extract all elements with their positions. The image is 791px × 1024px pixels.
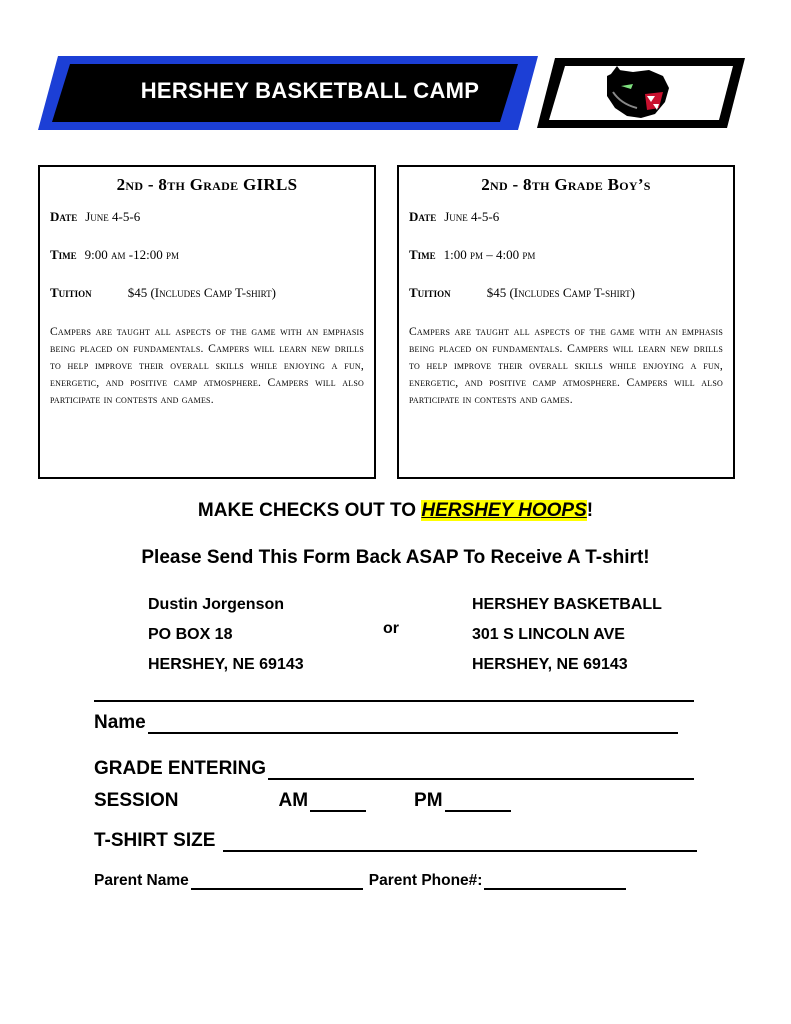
form-divider xyxy=(94,700,694,702)
shirt-size-label: T-SHIRT SIZE xyxy=(94,830,216,851)
girls-date: June 4-5-6 xyxy=(85,209,141,224)
girls-date-label: Date xyxy=(50,209,78,224)
boys-date-label: Date xyxy=(409,209,437,224)
girls-date-row xyxy=(50,209,364,225)
girls-tuition-label: Tuition xyxy=(50,285,92,300)
boys-heading: 2nd - 8th Grade Boy’s xyxy=(481,175,651,194)
name-label: Name xyxy=(94,712,146,733)
pm-label: PM xyxy=(414,790,443,811)
boys-time-row xyxy=(409,247,723,263)
boys-tuition-row xyxy=(409,285,723,301)
name-blank[interactable] xyxy=(148,714,678,734)
boys-time-label: Time xyxy=(409,247,436,262)
pm-option[interactable] xyxy=(414,790,511,812)
session-field xyxy=(94,790,511,812)
boys-date: June 4-5-6 xyxy=(444,209,500,224)
parent-name-label: Parent Name xyxy=(94,872,189,889)
address-left xyxy=(148,590,304,680)
address-right-line3: HERSHEY, NE 69143 xyxy=(472,656,628,673)
address-left-line3: HERSHEY, NE 69143 xyxy=(148,656,304,673)
name-field[interactable] xyxy=(94,712,678,734)
address-right-line2: 301 S LINCOLN AVE xyxy=(472,626,625,643)
boys-session-box xyxy=(397,165,735,479)
girls-tuition: $45 (Includes Camp T-shirt) xyxy=(127,285,276,300)
girls-heading: 2nd - 8th Grade GIRLS xyxy=(116,175,298,194)
parent-phone-option xyxy=(369,872,627,890)
girls-time: 9:00 am -12:00 pm xyxy=(84,247,179,262)
or-label: or xyxy=(383,620,399,637)
logo-box xyxy=(537,58,745,128)
girls-description: Campers are taught all aspects of the game with an emphasis being placed on fundamentals. Campers will learn new drills to help improve their overall skills while enjoying a fun, energetic, and positive camp atmosphere. Campers will also participate in contests and games. xyxy=(50,325,364,406)
panther-head-icon xyxy=(537,58,745,128)
parent-field xyxy=(94,872,626,890)
girls-session-box xyxy=(38,165,376,479)
parent-phone-label: Parent Phone#: xyxy=(368,872,483,889)
address-left-line1: Dustin Jorgenson xyxy=(148,596,285,613)
am-blank[interactable] xyxy=(310,792,366,812)
boys-tuition-label: Tuition xyxy=(409,285,451,300)
shirt-size-field[interactable] xyxy=(94,830,697,852)
girls-tuition-row xyxy=(50,285,364,301)
girls-time-label: Time xyxy=(50,247,77,262)
address-right xyxy=(472,590,662,680)
header-banner xyxy=(38,56,538,130)
grade-label: GRADE ENTERING xyxy=(94,758,267,779)
session-label: SESSION xyxy=(94,790,179,811)
checks-prefix: MAKE CHECKS OUT TO xyxy=(197,500,422,521)
address-left-line2: PO BOX 18 xyxy=(148,626,233,643)
parent-phone-blank[interactable] xyxy=(484,873,626,890)
address-right-line1: HERSHEY BASKETBALL xyxy=(472,596,662,613)
grade-field[interactable] xyxy=(94,758,694,780)
send-back-notice: Please Send This Form Back ASAP To Receive A T-shirt! xyxy=(141,547,650,568)
grade-blank[interactable] xyxy=(268,760,694,780)
am-label: AM xyxy=(278,790,309,811)
am-option[interactable] xyxy=(278,790,366,812)
boys-tuition: $45 (Includes Camp T-shirt) xyxy=(486,285,635,300)
boys-description: Campers are taught all aspects of the game with an emphasis being placed on fundamentals. Campers will learn new drills to help improve their overall skills while enjoying a fun, energetic, and positive camp atmosphere. Campers will also participate in contests and games. xyxy=(409,325,723,406)
checks-payee: HERSHEY HOOPS xyxy=(421,500,587,521)
checks-suffix: ! xyxy=(586,500,594,521)
parent-name-blank[interactable] xyxy=(191,873,363,890)
checks-instruction xyxy=(0,500,791,522)
shirt-size-blank[interactable] xyxy=(223,832,697,852)
boys-time: 1:00 pm – 4:00 pm xyxy=(443,247,536,262)
girls-time-row xyxy=(50,247,364,263)
boys-date-row xyxy=(409,209,723,225)
camp-title: HERSHEY BASKETBALL CAMP xyxy=(140,78,480,103)
pm-blank[interactable] xyxy=(445,792,511,812)
